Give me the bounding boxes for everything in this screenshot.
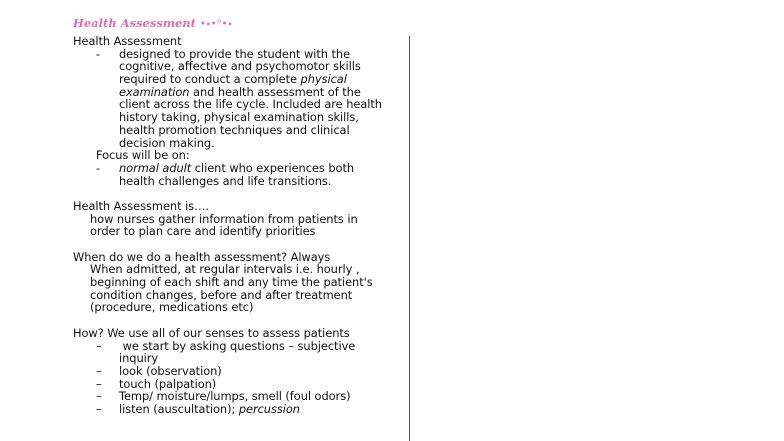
body-line: health challenges and life transitions. — [119, 173, 332, 188]
body-text: Temp/ moisture/lumps, smell (foul odors) — [119, 389, 351, 404]
body-line: (procedure, medications etc) — [90, 300, 254, 315]
bullet-marker: - — [96, 160, 101, 175]
focus-label: Focus will be on: — [96, 148, 190, 163]
dash-marker: – — [96, 363, 102, 378]
section-heading: Health Assessment is…. — [73, 198, 209, 213]
body-line: condition changes, before and after treatment — [90, 287, 353, 302]
bullet-line — [73, 162, 403, 175]
section-heading: Health Assessment — [73, 34, 182, 48]
body-text: required to conduct a complete — [119, 72, 301, 87]
dash-marker: – — [96, 389, 102, 404]
body-text: designed to provide the student with the — [119, 46, 351, 61]
body-line: client across the life cycle. Included are health — [119, 97, 382, 112]
body-text: we start by asking questions – subjective — [119, 338, 356, 353]
emphasis-text: normal adult — [119, 160, 192, 175]
section-heading: When do we do a health assessment? Always — [73, 249, 331, 264]
header-ornament: •∙•°•∙ — [199, 19, 233, 30]
header-title-text: Health Assessment — [73, 16, 196, 30]
body-text: client who experiences both — [191, 160, 355, 175]
emphasis-text: percussion — [238, 401, 300, 416]
body-text: touch (palpation) — [119, 376, 217, 391]
page-header-title — [73, 16, 232, 30]
dash-marker: – — [96, 401, 102, 416]
emphasis-text: physical — [300, 72, 347, 87]
list-item — [73, 403, 403, 416]
body-line: inquiry — [119, 351, 159, 366]
body-line: order to plan care and identify priorities — [90, 224, 316, 239]
body-line: beginning of each shift and any time the patient's — [90, 275, 373, 290]
dash-marker: – — [96, 376, 102, 391]
body-line: how nurses gather information from patients in — [90, 211, 358, 226]
vertical-divider — [409, 36, 410, 441]
body-line: decision making. — [119, 135, 215, 150]
document-body — [73, 35, 403, 416]
dash-marker: – — [96, 338, 102, 353]
emphasis-text: examination — [119, 84, 190, 99]
body-text: look (observation) — [119, 363, 222, 378]
body-line: history taking, physical examination skills, — [119, 110, 359, 125]
body-line: cognitive, affective and psychomotor skills — [119, 59, 361, 74]
bullet-marker: - — [96, 46, 101, 61]
body-line: When admitted, at regular intervals i.e. hourly , — [90, 262, 360, 277]
body-text: and health assessment of the — [189, 84, 361, 99]
body-line: health promotion techniques and clinical — [119, 122, 350, 137]
section-heading: How? We use all of our senses to assess patients — [73, 325, 350, 340]
spacer — [73, 238, 403, 251]
spacer — [73, 314, 403, 327]
body-text: listen (auscultation); — [119, 401, 239, 416]
